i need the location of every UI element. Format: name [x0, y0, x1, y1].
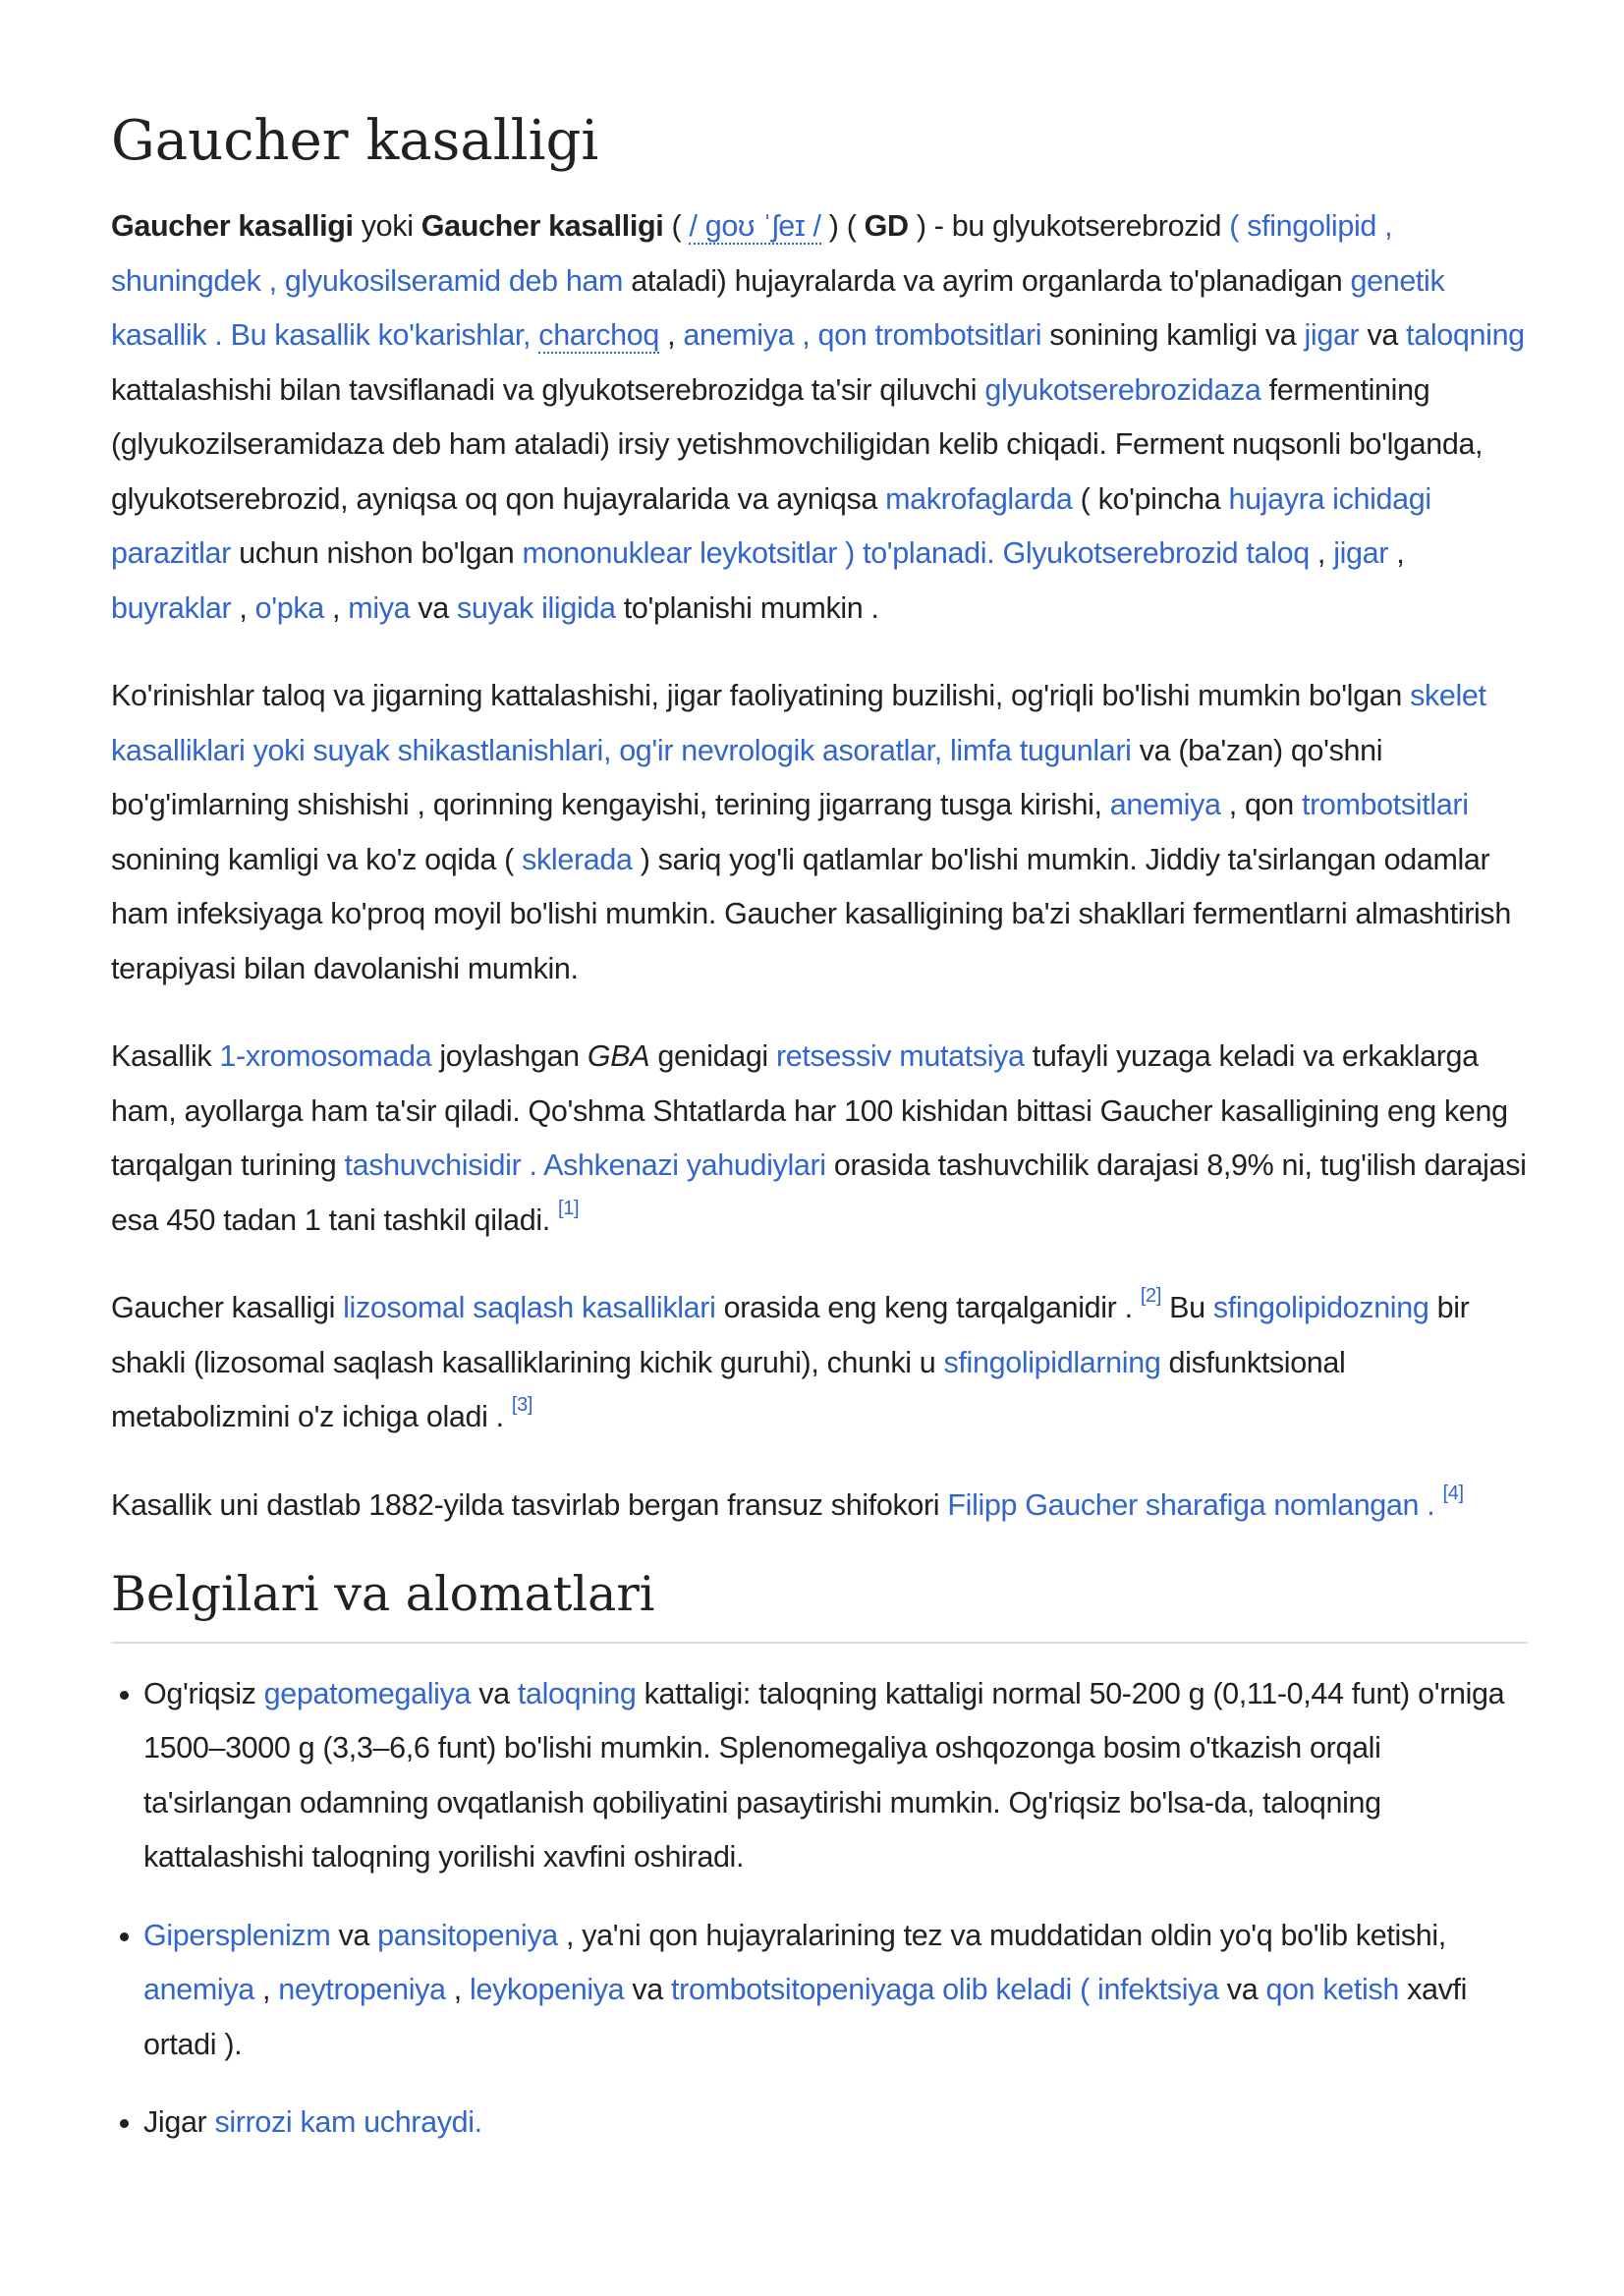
- text: [1434, 1488, 1442, 1522]
- link-jigar-2[interactable]: jigar: [1333, 536, 1389, 571]
- text: genidagi: [649, 1039, 776, 1074]
- link-opka[interactable]: o'pka: [254, 590, 324, 625]
- text: yoki: [353, 209, 421, 244]
- reference-1[interactable]: [1]: [558, 1197, 580, 1219]
- list-item: [143, 1667, 1528, 1885]
- list-item: [143, 1909, 1528, 2073]
- link-glyukotserebrozidaza[interactable]: glyukotserebrozidaza: [984, 372, 1261, 407]
- link-trombotsitopeniya[interactable]: trombotsitopeniyaga olib keladi ( infektsiya: [671, 1973, 1219, 2007]
- link-sirrozi[interactable]: sirrozi kam uchraydi.: [214, 2105, 482, 2140]
- genetics-paragraph: [111, 1030, 1528, 1248]
- text: ,: [231, 590, 255, 625]
- list-item: [143, 2096, 1528, 2151]
- text: orasida tashuvchilik darajasi 8,9% ni, tug'ilish darajasi esa 450 tadan 1 tani tashkil qiladi.: [111, 1148, 1527, 1237]
- text: ) (: [820, 209, 865, 244]
- text: uchun nishon bo'lgan: [230, 536, 523, 571]
- text: , ya'ni qon hujayralarining tez va muddatidan oldin yo'q bo'lib ketishi,: [557, 1918, 1446, 1952]
- bold-term: Gaucher kasalligi: [420, 209, 664, 244]
- text: ,: [1309, 536, 1334, 571]
- text: sonining kamligi va: [1041, 318, 1305, 353]
- text: Kasallik uni dastlab 1882-yilda tasvirlab bergan fransuz shifokori: [111, 1487, 948, 1522]
- text: ataladi) hujayralarda va ayrim organlarda to'planadigan: [623, 263, 1351, 298]
- ipa-pronunciation-link[interactable]: / ɡoʊ ˈʃeɪ /: [689, 209, 821, 244]
- text: ( ko'pincha: [1072, 481, 1229, 516]
- link-gepatomegaliya[interactable]: gepatomegaliya: [263, 1676, 472, 1710]
- link-leykopeniya[interactable]: leykopeniya: [470, 1973, 625, 2007]
- text: bir shakli (lizosomal saqlash kasalliklarining kichik guruhi), chunki u: [111, 1291, 1470, 1379]
- text: tufayli yuzaga keladi va erkaklarga ham, ayollarga ham ta'sir qiladi. Qo'shma Shtatlarda har 100 kishidan bittasi Gaucher kasalligining eng keng tarqalgan turining: [111, 1039, 1508, 1183]
- text: joylashgan: [431, 1039, 588, 1074]
- link-sfingolipidozning[interactable]: sfingolipidozning: [1212, 1291, 1429, 1325]
- text: Bu: [1161, 1291, 1213, 1325]
- history-paragraph: [111, 1479, 1528, 1534]
- intro-paragraph: [111, 199, 1528, 636]
- link-filipp-gaucher[interactable]: Filipp Gaucher sharafiga nomlangan .: [947, 1487, 1435, 1522]
- link-pansitopeniya[interactable]: pansitopeniya: [377, 1918, 558, 1952]
- link-makrofaglarda[interactable]: makrofaglarda: [885, 481, 1073, 516]
- link-suyak-iligida[interactable]: suyak iligida: [457, 590, 616, 625]
- link-miya[interactable]: miya: [348, 590, 411, 625]
- text: ,: [658, 318, 684, 353]
- text: kattalashishi bilan tavsiflanadi va glyukotserebrozidga ta'sir qiluvchi: [111, 372, 985, 407]
- link-sklerada[interactable]: sklerada: [522, 842, 633, 876]
- link-anemiya-3[interactable]: anemiya: [143, 1973, 254, 2007]
- page-title: Gaucher kasalligi: [111, 109, 599, 173]
- link-sfingolipid[interactable]: ( sfingolipid , shuningdek , glyukosilseramid deb ham: [111, 209, 1393, 298]
- link-retsessiv-mutatsiya[interactable]: retsessiv mutatsiya: [775, 1039, 1025, 1074]
- text: va: [1218, 1973, 1266, 2007]
- classification-paragraph: [111, 1281, 1528, 1445]
- gene-name: GBA: [587, 1039, 650, 1074]
- article: [111, 108, 1528, 2174]
- link-charchoq[interactable]: charchoq: [538, 318, 659, 353]
- link-hujayra-ichidagi-parazitlar[interactable]: hujayra ichidagi parazitlar: [111, 481, 1431, 571]
- bold-abbreviation: GD: [864, 209, 909, 244]
- text: Ko'rinishlar taloq va jigarning kattalashishi, jigar faoliyatining buzilishi, og'riqli bo'lishi mumkin bo'lgan: [111, 679, 1411, 713]
- link-anemiya[interactable]: anemiya , qon trombotsitlari: [683, 318, 1042, 353]
- section-heading: Belgilari va alomatlari: [111, 1566, 1528, 1644]
- text: va: [624, 1973, 672, 2007]
- link-gipersplenizm[interactable]: Gipersplenizm: [143, 1918, 331, 1952]
- text: orasida eng keng tarqalganidir .: [715, 1291, 1141, 1325]
- text: va: [1359, 318, 1407, 353]
- symptoms-paragraph: [111, 669, 1528, 996]
- text: Gaucher kasalligi: [111, 1291, 344, 1325]
- reference-3[interactable]: [3]: [511, 1394, 533, 1417]
- text: ) sariq yog'li qatlamlar bo'lishi mumkin. Jiddiy ta'sirlangan odamlar ham infeksiyaga ko'proq moyil bo'lishi mumkin. Gaucher kasalligining ba'zi shakllari fermentlarni almashtirish terapiyasi bilan davolanishi mumkin.: [111, 842, 1511, 985]
- text: ) - bu glyukotserebrozid: [908, 209, 1230, 244]
- link-taloqning-2[interactable]: taloqning: [517, 1676, 637, 1710]
- text: ,: [323, 590, 349, 625]
- link-lizosomal-saqlash[interactable]: lizosomal saqlash kasalliklari: [343, 1291, 716, 1325]
- text: sonining kamligi va ko'z oqida (: [111, 842, 523, 876]
- bold-term: Gaucher kasalligi: [111, 209, 354, 244]
- link-taloqning[interactable]: taloqning: [1406, 318, 1525, 353]
- link-trombotsitlari[interactable]: trombotsitlari: [1301, 788, 1469, 822]
- text: va: [410, 590, 458, 625]
- reference-2[interactable]: [2]: [1140, 1285, 1162, 1308]
- link-genetik-kasallik[interactable]: genetik kasallik . Bu kasallik ko'karishlar,: [111, 263, 1445, 353]
- link-anemiya-2[interactable]: anemiya: [1109, 788, 1221, 822]
- link-tashuvchisidir[interactable]: tashuvchisidir . Ashkenazi yahudiylari: [344, 1148, 826, 1183]
- link-jigar[interactable]: jigar: [1304, 318, 1360, 353]
- text: kattaligi: taloqning kattaligi normal 50-200 g (0,11-0,44 funt) o'rniga 1500–3000 g (3,3–6,6 funt) bo'lishi mumkin. Splenomegaliya oshqozonga bosim o'tkazish orqali ta'sirlangan odamning ovqatlanish qobiliyatini pasaytirishi mumkin. Og'riqsiz bo'lsa-da, taloqning kattalashishi taloqning yorilishi xavfini oshiradi.: [143, 1676, 1505, 1875]
- text: ,: [445, 1973, 471, 2007]
- text: disfunktsional metabolizmini o'z ichiga oladi .: [111, 1345, 1346, 1434]
- text: xavfi ortadi ).: [143, 1973, 1468, 2061]
- link-sfingolipidlarning[interactable]: sfingolipidlarning: [943, 1345, 1161, 1379]
- text: Kasallik: [111, 1039, 220, 1074]
- text: to'planishi mumkin .: [615, 590, 879, 625]
- text: ,: [253, 1973, 279, 2007]
- text: Jigar: [143, 2105, 215, 2140]
- text: ,: [1388, 536, 1405, 571]
- text: Og'riqsiz: [143, 1676, 264, 1710]
- symptoms-list: [111, 1667, 1528, 2151]
- text: fermentining (glyukozilseramidaza deb ham ataladi) irsiy yetishmovchiligidan kelib chiqadi. Ferment nuqsonli bo'lganda, glyukotserebrozid, ayniqsa oq qon hujayralarida va ayniqsa: [111, 372, 1484, 516]
- link-buyraklar[interactable]: buyraklar: [111, 590, 232, 625]
- text: va: [471, 1676, 518, 1710]
- reference-4[interactable]: [4]: [1442, 1482, 1464, 1504]
- text: (: [663, 209, 690, 244]
- text: va (ba'zan) qo'shni bo'g'imlarning shishishi , qorinning kengayishi, terining jigarrang tusga kirishi,: [111, 733, 1383, 822]
- link-neytropeniya[interactable]: neytropeniya: [278, 1973, 446, 2007]
- text: , qon: [1220, 788, 1302, 822]
- link-mononuklear-leykotsitlar[interactable]: mononuklear leykotsitlar ) to'planadi. Glyukotserebrozid taloq: [522, 536, 1310, 571]
- text: va: [330, 1918, 378, 1952]
- link-1-xromosomada[interactable]: 1-xromosomada: [219, 1039, 432, 1074]
- link-qon-ketish[interactable]: qon ketish: [1265, 1973, 1399, 2007]
- link-skelet-kasalliklari[interactable]: skelet kasalliklari yoki suyak shikastlanishlari, og'ir nevrologik asoratlar, limfa tugunlari: [111, 679, 1486, 767]
